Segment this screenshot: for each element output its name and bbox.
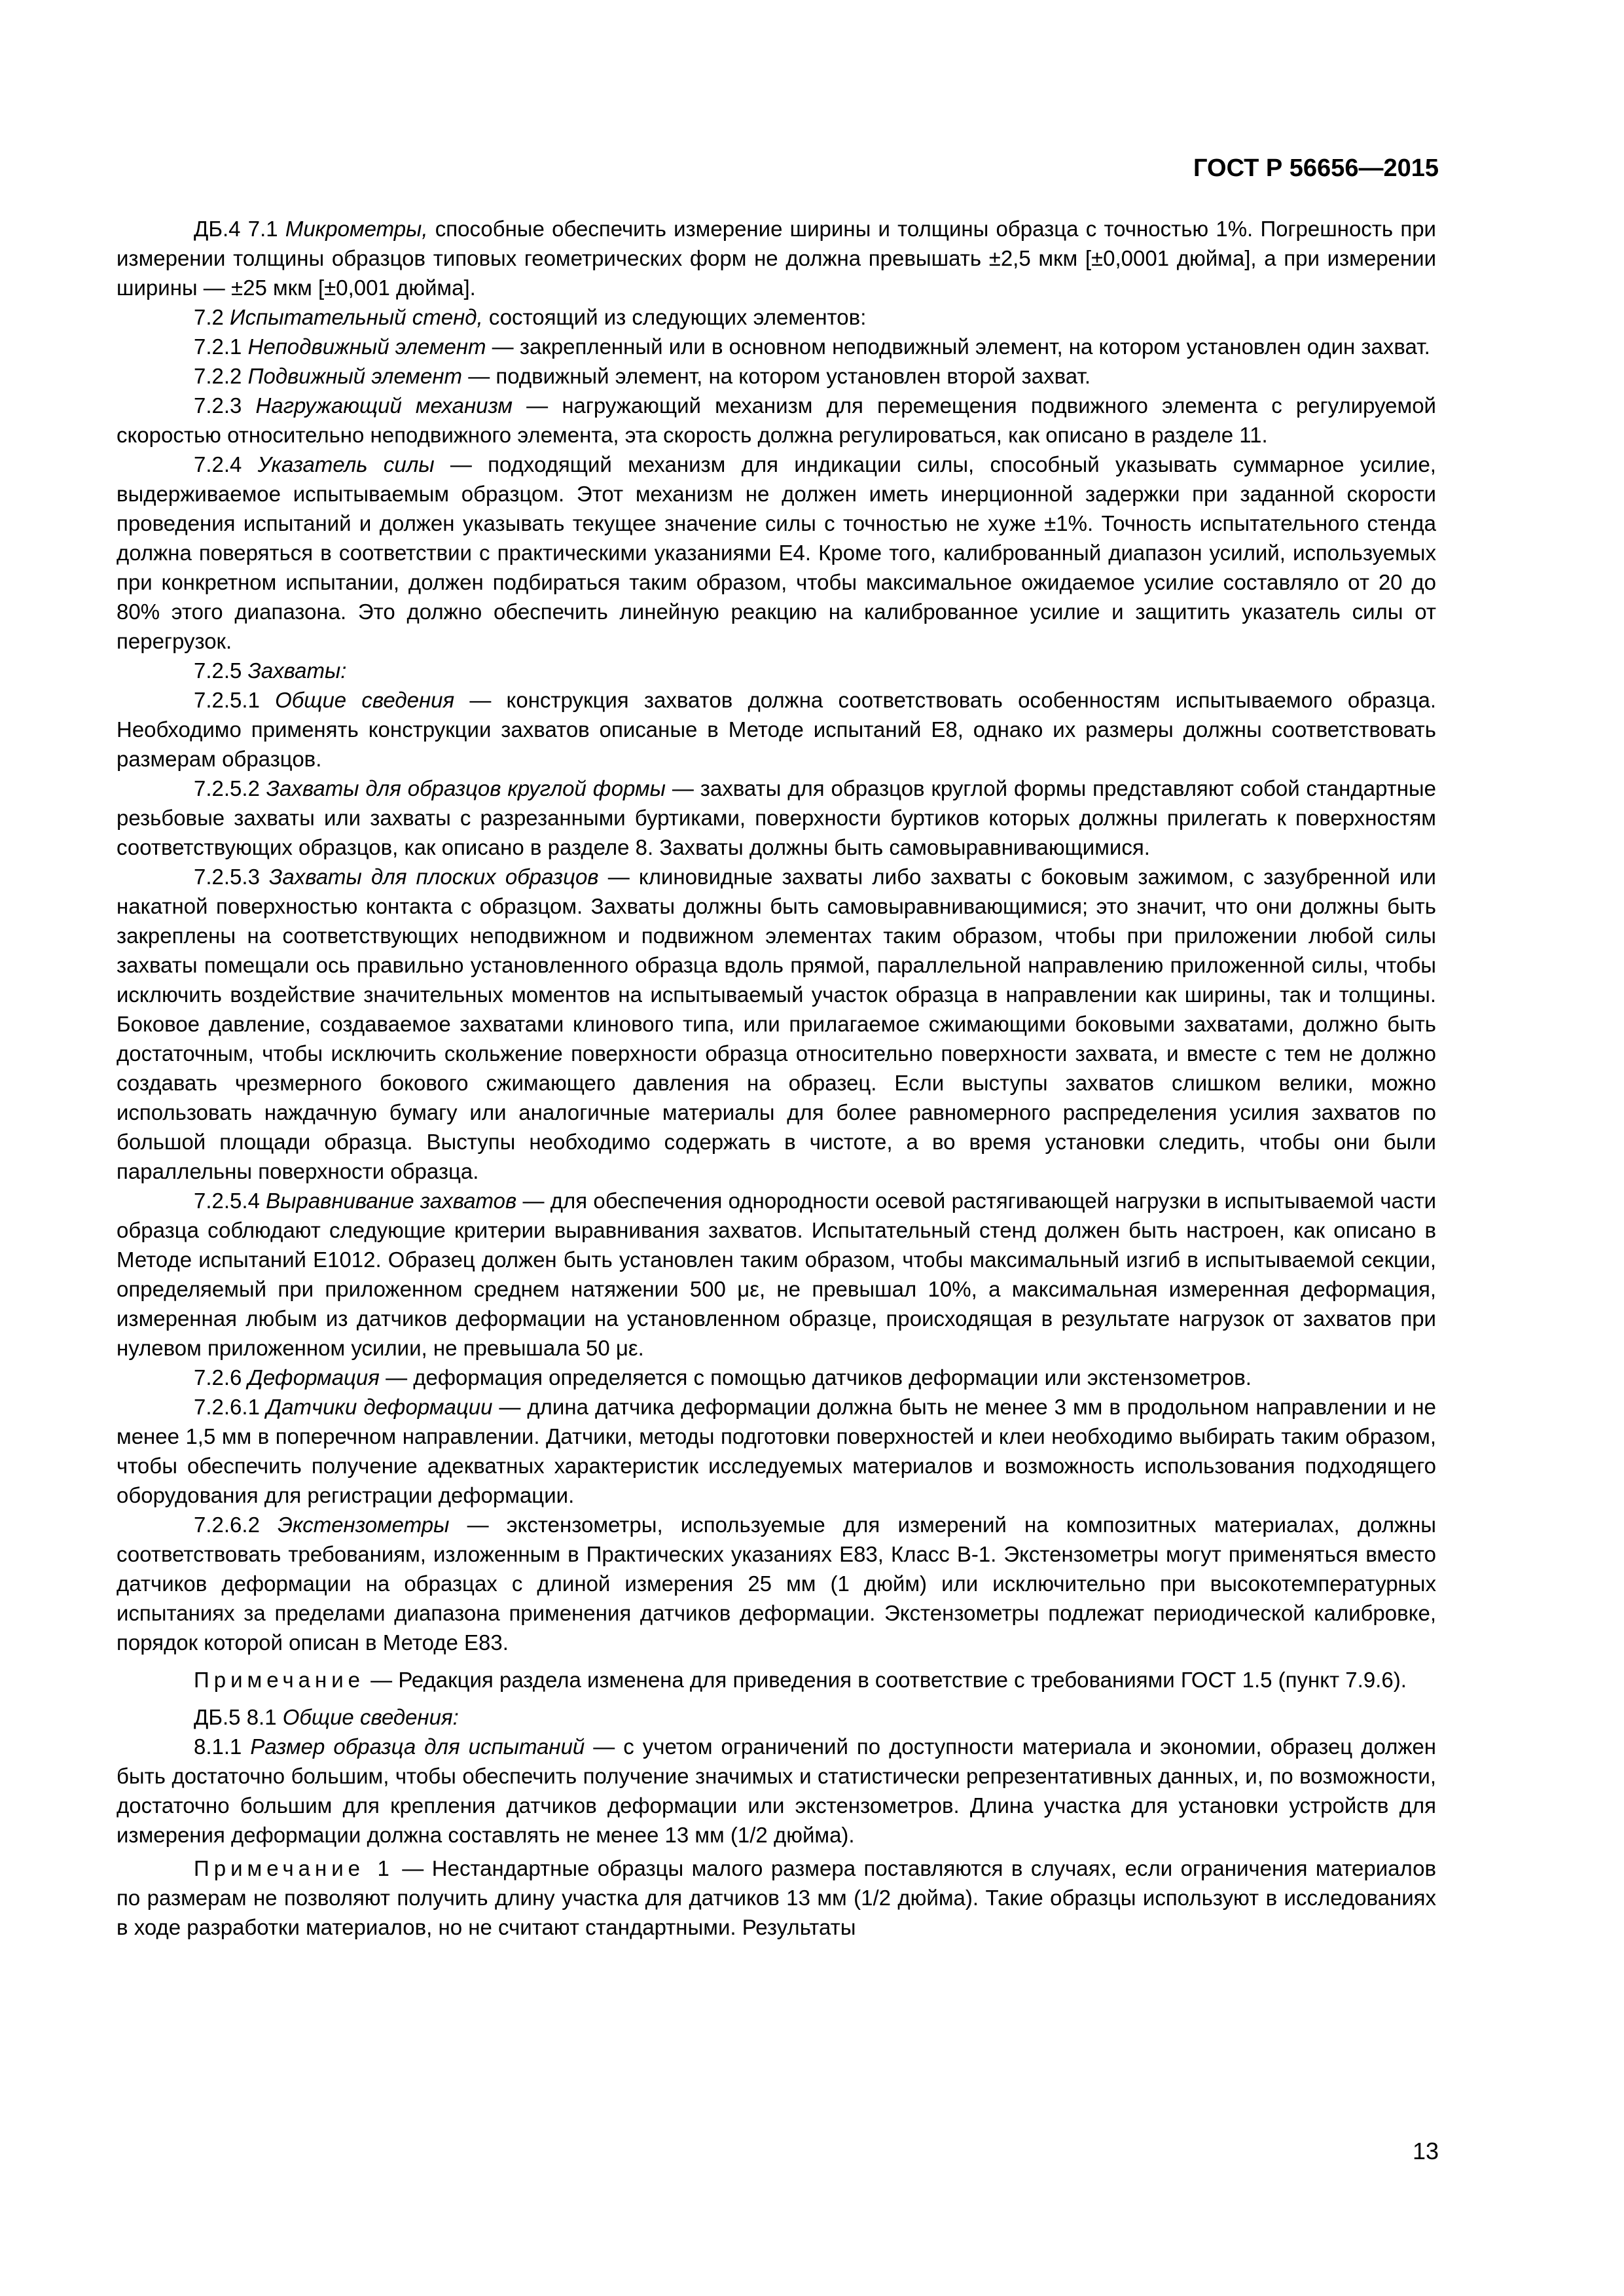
paragraph-7-2-6-1 [117,1392,1436,1510]
note-1 [117,1854,1436,1942]
clause-title: Неподвижный элемент [247,334,486,359]
note-editorial [117,1665,1436,1695]
clause-number: 7.2.5.2 [194,776,266,800]
clause-title: Захваты для плоских образцов [269,865,599,889]
clause-number: ДБ.4 7.1 [194,217,285,241]
clause-text: — конструкция захватов должна соответствовать особенностям испытываемого образца. Необходимо применять конструкции захватов описаные в Методе испытаний E8, однако их размеры должны соответствовать размерам образцов. [117,688,1436,771]
clause-text: — закрепленный или в основном неподвижный элемент, на котором установлен один захват. [486,334,1430,359]
clause-text: способные обеспечить измерение ширины и толщины образца с точностью 1%. Погрешность при измерении толщины образцов типовых геометрических форм не должна превышать ±2,5 мкм [±0,0001 дюйма], а при измерении ширины — ±25 мкм [±0,001 дюйма]. [117,217,1436,300]
clause-number: 7.2.6.1 [194,1395,266,1419]
clause-number: 7.2.5.4 [194,1189,266,1213]
clause-title: Захваты для образцов круглой формы [266,776,666,800]
clause-text: — подвижный элемент, на котором установлен второй захват. [462,364,1091,388]
paragraph-8-1-1 [117,1732,1436,1850]
paragraph-7-2-5-2 [117,774,1436,862]
clause-number: 7.2.6 [194,1365,248,1390]
paragraph-7-2-5-4 [117,1186,1436,1363]
clause-number: 7.2.5 [194,658,248,683]
clause-number: 7.2 [194,305,230,329]
clause-text: состоящий из следующих элементов: [482,305,867,329]
paragraph-7-2-6-2 [117,1510,1436,1657]
clause-text: — подходящий механизм для индикации силы, способный указывать суммарное усилие, выдерживаемое испытываемым образцом. Этот механизм не должен иметь инерционной задержки при заданной скорости проведения испытаний и должен указывать текущее значение силы с точностью не хуже ±1%. Точность испытательного стенда должна поверяться в соответствии с практическими указаниями E4. Кроме того, калиброванный диапазон усилий, используемых при конкретном испытании, должен подбираться таким образом, чтобы максимальное ожидаемое усилие составляло от 20 до 80% этого диапазона. Это должно обеспечить линейную реакцию на калиброванное усилие и защитить указатель силы от перегрузок. [117,452,1436,653]
paragraph-7-2-5-1 [117,685,1436,774]
clause-title: Деформация [247,1365,380,1390]
clause-number: ДБ.5 8.1 [194,1705,283,1729]
clause-title: Датчики деформации [266,1395,493,1419]
clause-text: — экстензометры, используемые для измерений на композитных материалах, должны соответствовать требованиям, изложенным в Практических указаниях E83, Класс B-1. Экстензометры могут применяться вместо датчиков деформации на образцах с длиной измерения 25 мм (1 дюйм) или исключительно при высокотемпературных испытаниях за пределами диапазона применения датчиков деформации. Экстензометры подлежат периодической калибровке, порядок которой описан в Методе E83. [117,1513,1436,1655]
clause-text: — деформация определяется с помощью датчиков деформации или экстензометров. [379,1365,1252,1390]
note-label: Примечание 1 [194,1856,394,1880]
paragraph-db4-7-1 [117,214,1436,302]
note-text: — Редакция раздела изменена для приведения в соответствие с требованиями ГОСТ 1.5 (пункт 7.9.6). [365,1668,1407,1692]
clause-title: Микрометры, [285,217,428,241]
clause-title: Подвижный элемент [247,364,463,388]
clause-text: — клиновидные захваты либо захваты с боковым зажимом, с зазубренной или накатной поверхностью контакта с образцом. Захваты должны быть самовыравнивающимися; это значит, что они должны быть закреплены на соответствующих неподвижном и подвижном элементах таким образом, чтобы при приложении любой силы захваты помещали ось правильно установленного образца вдоль прямой, параллельной направлению приложенной силы, чтобы исключить воздействие значительных моментов на испытываемый участок образца в направлении как ширины, так и толщины. Боковое давление, создаваемое захватами клинового типа, или прилагаемое сжимающими боковыми захватами, должно быть достаточным, чтобы исключить скольжение поверхности образца относительно поверхности захвата, и вместе с тем не должно создавать чрезмерного бокового сжимающего давления на образец. Если выступы захватов слишком велики, можно использовать наждачную бумагу или аналогичные материалы для более равномерного распределения усилия захватов по большой площади образца. Выступы необходимо содержать в чистоте, а во время установки следить, чтобы они были параллельны поверхности образца. [117,865,1436,1183]
clause-title: Испытательный стенд, [230,305,483,329]
document-body [117,214,1436,1942]
paragraph-7-2-5-3 [117,862,1436,1186]
clause-text: — захваты для образцов круглой формы представляют собой стандартные резьбовые захваты или захваты с разрезанными буртиками, поверхности буртиков которых должны прилегать к поверхностям соответствующих образцов, как описано в разделе 8. Захваты должны быть самовыравнивающимися. [117,776,1436,859]
clause-text: — с учетом ограничений по доступности материала и экономии, образец должен быть достаточно большим, чтобы обеспечить получение значимых и статистически репрезентативных данных, и, по возможности, достаточно большим для крепления датчиков деформации или экстензометров. Длина участка для установки устройств для измерения деформации должна составлять не менее 13 мм (1/2 дюйма). [117,1734,1436,1847]
paragraph-7-2 [117,302,1436,332]
paragraph-7-2-4 [117,450,1436,656]
clause-title: Выравнивание захватов [266,1189,517,1213]
paragraph-7-2-2 [117,361,1436,391]
clause-number: 7.2.6.2 [194,1513,278,1537]
paragraph-7-2-3 [117,391,1436,450]
clause-text: — длина датчика деформации должна быть не менее 3 мм в продольном направлении и не менее 1,5 мм в поперечном направлении. Датчики, методы подготовки поверхностей и клеи необходимо выбирать таким образом, чтобы обеспечить получение адекватных характеристик исследуемых материалов и возможность использования подходящего оборудования для регистрации деформации. [117,1395,1436,1507]
clause-number: 8.1.1 [194,1734,251,1759]
clause-title: Общие сведения: [282,1705,459,1729]
clause-number: 7.2.2 [194,364,248,388]
clause-title: Захваты: [247,658,347,683]
clause-number: 7.2.5.1 [194,688,276,712]
clause-title: Указатель силы [257,452,435,476]
note-text: — Нестандартные образцы малого размера поставляются в случаях, если ограничения материалов по размерам не позволяют получить длину участка для датчиков 13 мм (1/2 дюйма). Такие образцы используют в исследованиях в ходе разработки материалов, но не считают стандартными. Результаты [117,1856,1436,1939]
paragraph-db5-8-1 [117,1702,1436,1732]
paragraph-7-2-6 [117,1363,1436,1392]
document-header: ГОСТ Р 56656—2015 [1193,154,1439,182]
clause-number: 7.2.3 [194,393,256,418]
clause-number: 7.2.5.3 [194,865,270,889]
clause-text: — для обеспечения однородности осевой растягивающей нагрузки в испытываемой части образца соблюдают следующие критерии выравнивания захватов. Испытательный стенд должен быть настроен, как описано в Методе испытаний E1012. Образец должен быть установлен таким образом, чтобы максимальный изгиб в испытываемой секции, определяемый при приложенном среднем натяжении 500 με, не превышал 10%, а максимальная измеренная деформация, измеренная любым из датчиков деформации на установленном образце, происходящая в результате нагрузок от захватов при нулевом приложенном усилии, не превышала 50 με. [117,1189,1436,1360]
clause-title: Общие сведения [275,688,455,712]
clause-title: Экстензометры [278,1513,450,1537]
clause-number: 7.2.1 [194,334,248,359]
clause-text: — нагружающий механизм для перемещения подвижного элемента с регулируемой скоростью относительно неподвижного элемента, эта скорость должна регулироваться, как описано в разделе 11. [117,393,1436,447]
clause-title: Размер образца для испытаний [250,1734,585,1759]
clause-title: Нагружающий механизм [255,393,513,418]
paragraph-7-2-1 [117,332,1436,361]
paragraph-7-2-5 [117,656,1436,685]
clause-number: 7.2.4 [194,452,258,476]
note-label: Примечание [194,1668,365,1692]
page-number: 13 [1412,2138,1439,2164]
